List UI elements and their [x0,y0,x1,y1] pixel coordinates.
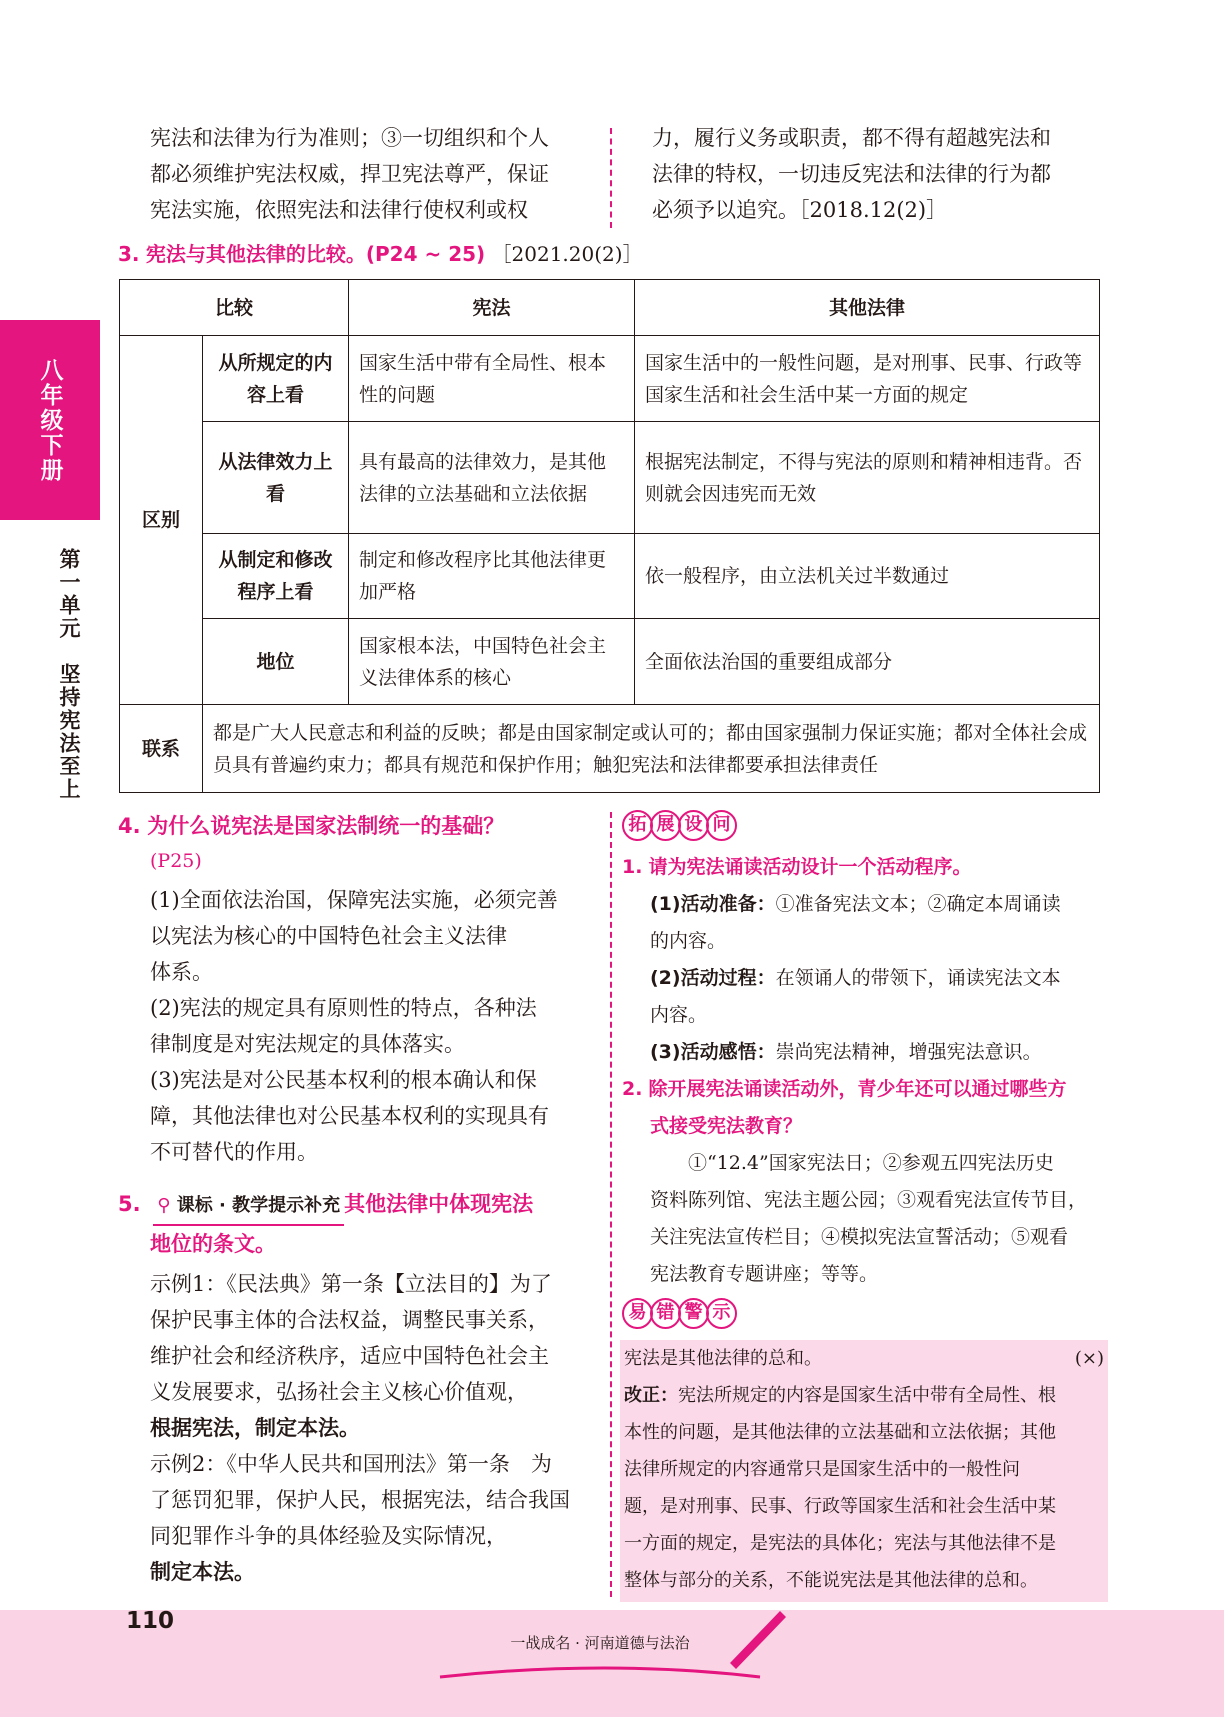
cell-constitution: 国家根本法，中国特色社会主义法律体系的核心 [349,619,635,705]
wrong-mark: (×) [1074,1348,1104,1369]
cell-other-laws: 国家生活中的一般性问题，是对刑事、民事、行政等国家生活和社会生活中某一方面的规定 [635,336,1100,422]
column-divider-bottom [610,812,612,1597]
cell-other-laws: 全面依法治国的重要组成部分 [635,619,1100,705]
page-number: 110 [126,1608,175,1634]
table-row-link [120,705,1100,793]
table-row [120,422,1100,534]
column-divider-top [610,128,612,228]
header-compare: 比较 [120,280,349,336]
section-4: 4. 为什么说宪法是国家法制统一的基础？ (P25) (1)全面依法治国，保障宪法实施，必须完善 以宪法为核心的中国特色社会主义法律 体系。 (2)宪法的规定具有原则性的特点，各种法 律制度是对宪法规定的具体落实。 (3)宪法是对公民基本权利的根本确认和保 障，其他法律也对公民基本权利的实现具有 不可替代的作用。 [118,814,558,1164]
header-constitution: 宪法 [349,280,635,336]
section-5: 5. ⚲ 课标 · 教学提示补充 其他法律中体现宪法 地位的条文。 示例1：《民法典》第一条【立法目的】为了 保护民事主体的合法权益，调整民事关系， 维护社会和经济秩序，适应中国特色社会主 义发展要求，弘扬社会主义核心价值观， 根据宪法，制定本法。 示例2：《中华人民共和国刑法》第一条 为 了惩罚犯罪，保护人民，根据宪法，结合我国 同犯罪作斗争的具体经验及实际情况， 制定本法。 [118,1186,603,1590]
cell-constitution: 国家生活中带有全局性、根本性的问题 [349,336,635,422]
extension-section: 拓 展 设 问 1. 请为宪法诵读活动设计一个活动程序。 (1)活动准备：①准备宪法文本；②确定本周诵读 的内容。 (2)活动过程：在领诵人的带领下，诵读宪法文本 内容。 (3)活动感悟：崇尚宪法精神，增强宪法意识。 2. 除开展宪法诵读活动外，青少年还可以通过哪些方 式接受宪法教育？ ①“12.4”国家宪法日；②参观五四宪法历史 资料陈列馆、宪法主题公园；③观看宪法宣传节目， 关注宪法宣传栏目；④模拟宪法宣誓活动；⑤观看 宪法教育专题讲座；等等。 [622,810,1112,1293]
pen-swoosh-icon [430,1605,790,1695]
row-aspect: 地位 [203,619,349,705]
cell-constitution: 制定和修改程序比其他法律更加严格 [349,534,635,619]
section-3-heading: 3. 宪法与其他法律的比较。(P24 ~ 25) ［2021.20(2)］ [118,242,643,266]
top-left-text: 宪法和法律为行为准则；③一切组织和个人 都必须维护宪法权威，捍卫宪法尊严，保证 宪法实施，依照宪法和法律行使权利或权 [150,126,549,222]
cell-other-laws: 根据宪法制定，不得与宪法的原则和精神相违背。否则就会因违宪而无效 [635,422,1100,534]
table-row [120,534,1100,619]
top-right-text: 力，履行义务或职责，都不得有超越宪法和 法律的特权，一切违反宪法和法律的行为都 必须予以追究。［2018.12(2)］ [652,126,1051,222]
table-row [120,336,1100,422]
unit-label: 第一单元 坚持宪法至上 [57,548,81,801]
row-aspect: 从制定和修改程序上看 [203,534,349,619]
comparison-table [119,279,1100,793]
header-other-laws: 其他法律 [635,280,1100,336]
error-box: 宪法是其他法律的总和。 (×) 改正：宪法所规定的内容是国家生活中带有全局性、根 本性的问题，是其他法律的立法基础和立法依据；其他 法律所规定的内容通常只是国家生活中的一般性问 题，是对刑事、民事、行政等国家生活和社会生活中某 一方面的规定，是宪法的具体化；宪法与其他法律不是 整体与部分的关系，不能说宪法是其他法律的总和。 [620,1340,1108,1602]
table-row [120,619,1100,705]
series-title: 一战成名 · 河南道德与法治 [510,1634,690,1652]
group-difference: 区别 [120,336,203,705]
cell-constitution: 具有最高的法律效力，是其他法律的立法基础和立法依据 [349,422,635,534]
row-aspect: 从所规定的内容上看 [203,336,349,422]
cell-link-text: 都是广大人民意志和利益的反映；都是由国家制定或认可的；都由国家强制力保证实施；都对全体社会成员具有普遍约束力；都具有规范和保护作用；触犯宪法和法律都要承担法律责任 [203,705,1100,793]
grade-tab: 八年级下册 [0,320,100,520]
group-link: 联系 [120,705,203,793]
cell-other-laws: 依一般程序，由立法机关过半数通过 [635,534,1100,619]
lightbulb-icon: ⚲ [157,1195,171,1216]
row-aspect: 从法律效力上看 [203,422,349,534]
extension-heading: 拓 展 设 问 [622,810,1112,841]
error-heading: 易 错 警 示 [622,1298,734,1329]
table-header-row [120,280,1100,336]
curriculum-tag: ⚲ 课标 · 教学提示补充 [153,1188,344,1226]
